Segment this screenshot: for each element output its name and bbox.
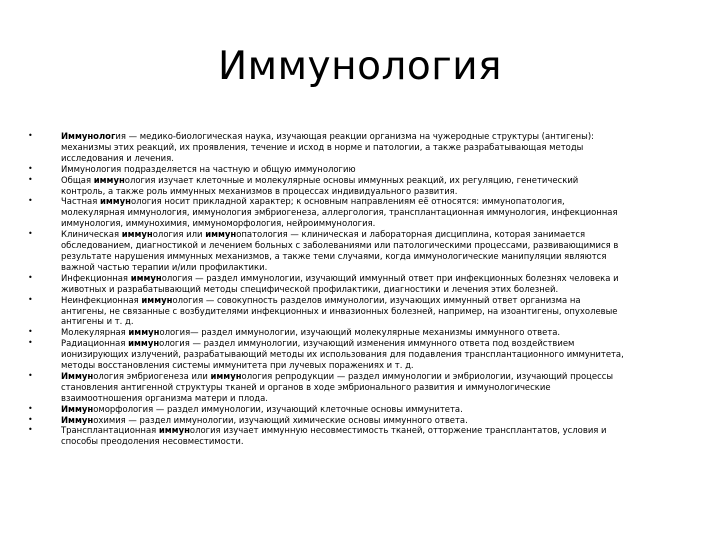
bullet-bold-term: иммун [93,174,125,185]
bullet-bold-term: Иммун [61,403,94,414]
bullet-bold-term: Иммунолог [61,131,116,141]
bullet-text: оморфология — раздел иммунологии, изучающий клеточные основы иммунитета. [93,403,463,414]
bullet-item [28,229,624,273]
bullet-marker: • [28,414,33,424]
bullet-text: ология изучает клеточные и молекулярные основы иммунных реакций, их регуляцию, генетический контроль, а также роль иммунных механизмов в процессах индивидуального развития. [61,174,579,196]
bullet-bold-term: иммун [130,272,162,283]
bullet-list [28,131,624,447]
bullet-text: ология — раздел иммунологии, изучающий иммунный ответ при инфекционных болезнях человека и животных и разрабатывающий методы специфической профилактики, диагностики и лечения этих болезней. [61,272,619,294]
bullet-item [28,131,624,164]
bullet-text: ология репродукции — раздел иммунологии и эмбриологии, изучающий процессы становления антигенной структуры тканей и органов в ходе эмбрионального развития и иммунологические взаимоотношения организма матери и плода. [61,370,614,403]
bullet-bold-term: иммун [205,229,237,240]
bullet-item [28,295,624,328]
bullet-marker: • [28,174,33,184]
bullet-item [28,175,624,197]
bullet-bold-term: иммун [128,327,160,338]
bullet-bold-term: иммун [210,370,242,381]
bullet-text: Инфекционная [61,272,131,283]
bullet-marker: • [28,131,33,140]
slide-title: Иммунология [217,44,503,89]
bullet-item [28,164,624,175]
bullet-text: Частная [61,196,100,207]
bullet-item [28,338,624,371]
bullet-item [28,425,624,447]
bullet-item [28,196,624,229]
bullet-text: ология носит прикладной характер; к основным направлениям её относятся: иммунопатология, молекулярная иммунология, иммунология эмбриогенеза, аллергология, трансплантационная иммунология, инфекционная иммунология, иммунохимия, иммуноморфология, нейроиммунология. [61,196,618,229]
bullet-item [28,273,624,295]
bullet-text: Неинфекционная [61,294,142,305]
bullet-text: Трансплантационная [61,425,159,436]
bullet-item [28,415,624,426]
bullet-marker: • [28,229,33,239]
bullet-text: Общая [61,174,94,185]
bullet-text: Клиническая [61,229,122,240]
bullet-item [28,327,624,338]
bullet-marker: • [28,272,33,282]
bullet-text: ология — совокупность разделов иммунологии, изучающих иммунный ответ организма на антигены, не связанные с возбудителями инфекционных и инвазионных болезней, например, на изоантигены, опухолевые антигены и т. д. [61,294,618,327]
bullet-marker: • [28,327,33,337]
bullet-item [28,371,624,404]
bullet-bold-term: иммун [121,229,153,240]
bullet-marker: • [28,370,33,380]
bullet-bold-term: Иммун [61,370,94,381]
bullet-bold-term: иммун [99,196,132,207]
bullet-marker: • [28,294,33,304]
bullet-text: ия — медико-биологическая наука, изучающая реакции организма на чужеродные структуры (антигены): механизмы этих реакций, их проявления, течение и исход в норме и патологии, а также разрабатывающая методы исследования и лечения. [61,131,594,163]
bullet-text: ология или [152,229,206,240]
bullet-marker: • [28,163,33,173]
bullet-bold-term: иммун [158,425,190,436]
bullet-text: опатология — клиническая и лабораторная дисциплина, которая занимается обследованием, диагностикой и лечением больных с заболеваниями или патологическими процессами, развивающимися в результате нарушения иммунных механизмов, а также теми случаями, когда иммунологические манипуляции являются важной частью терапии и/или профилактики. [61,229,619,272]
bullet-item [28,404,624,415]
bullet-text: Иммунология подразделяется на частную и общую иммунологию [61,163,356,174]
bullet-text: Молекулярная [61,327,129,338]
bullet-marker: • [28,338,33,348]
bullet-bold-term: иммун [141,294,173,305]
bullet-text: ология эмбриогенеза или [93,370,211,381]
bullet-marker: • [28,196,33,206]
bullet-marker: • [28,425,33,435]
bullet-bold-term: иммун [128,338,160,349]
bullet-text: ология изучает иммунную несовместимость тканей, отторжение трансплантатов, условия и способы преодоления несовместимости. [61,425,607,447]
bullet-text: Радиационная [61,338,129,349]
bullet-bold-term: Иммун [61,414,94,425]
bullet-marker: • [28,403,33,413]
bullet-text: ология — раздел иммунологии, изучающий изменения иммунного ответа под воздействием ионизирующих излучений, разрабатывающий методы их использования для подавления трансплантационного иммунитета, методы восстановления системы иммунитета при лучевых поражениях и т. д. [61,338,624,371]
bullet-text: ология— раздел иммунологии, изучающий молекулярные механизмы иммунного ответа. [159,327,561,338]
bullet-text: охимия — раздел иммунологии, изучающий химические основы иммунного ответа. [93,414,468,425]
